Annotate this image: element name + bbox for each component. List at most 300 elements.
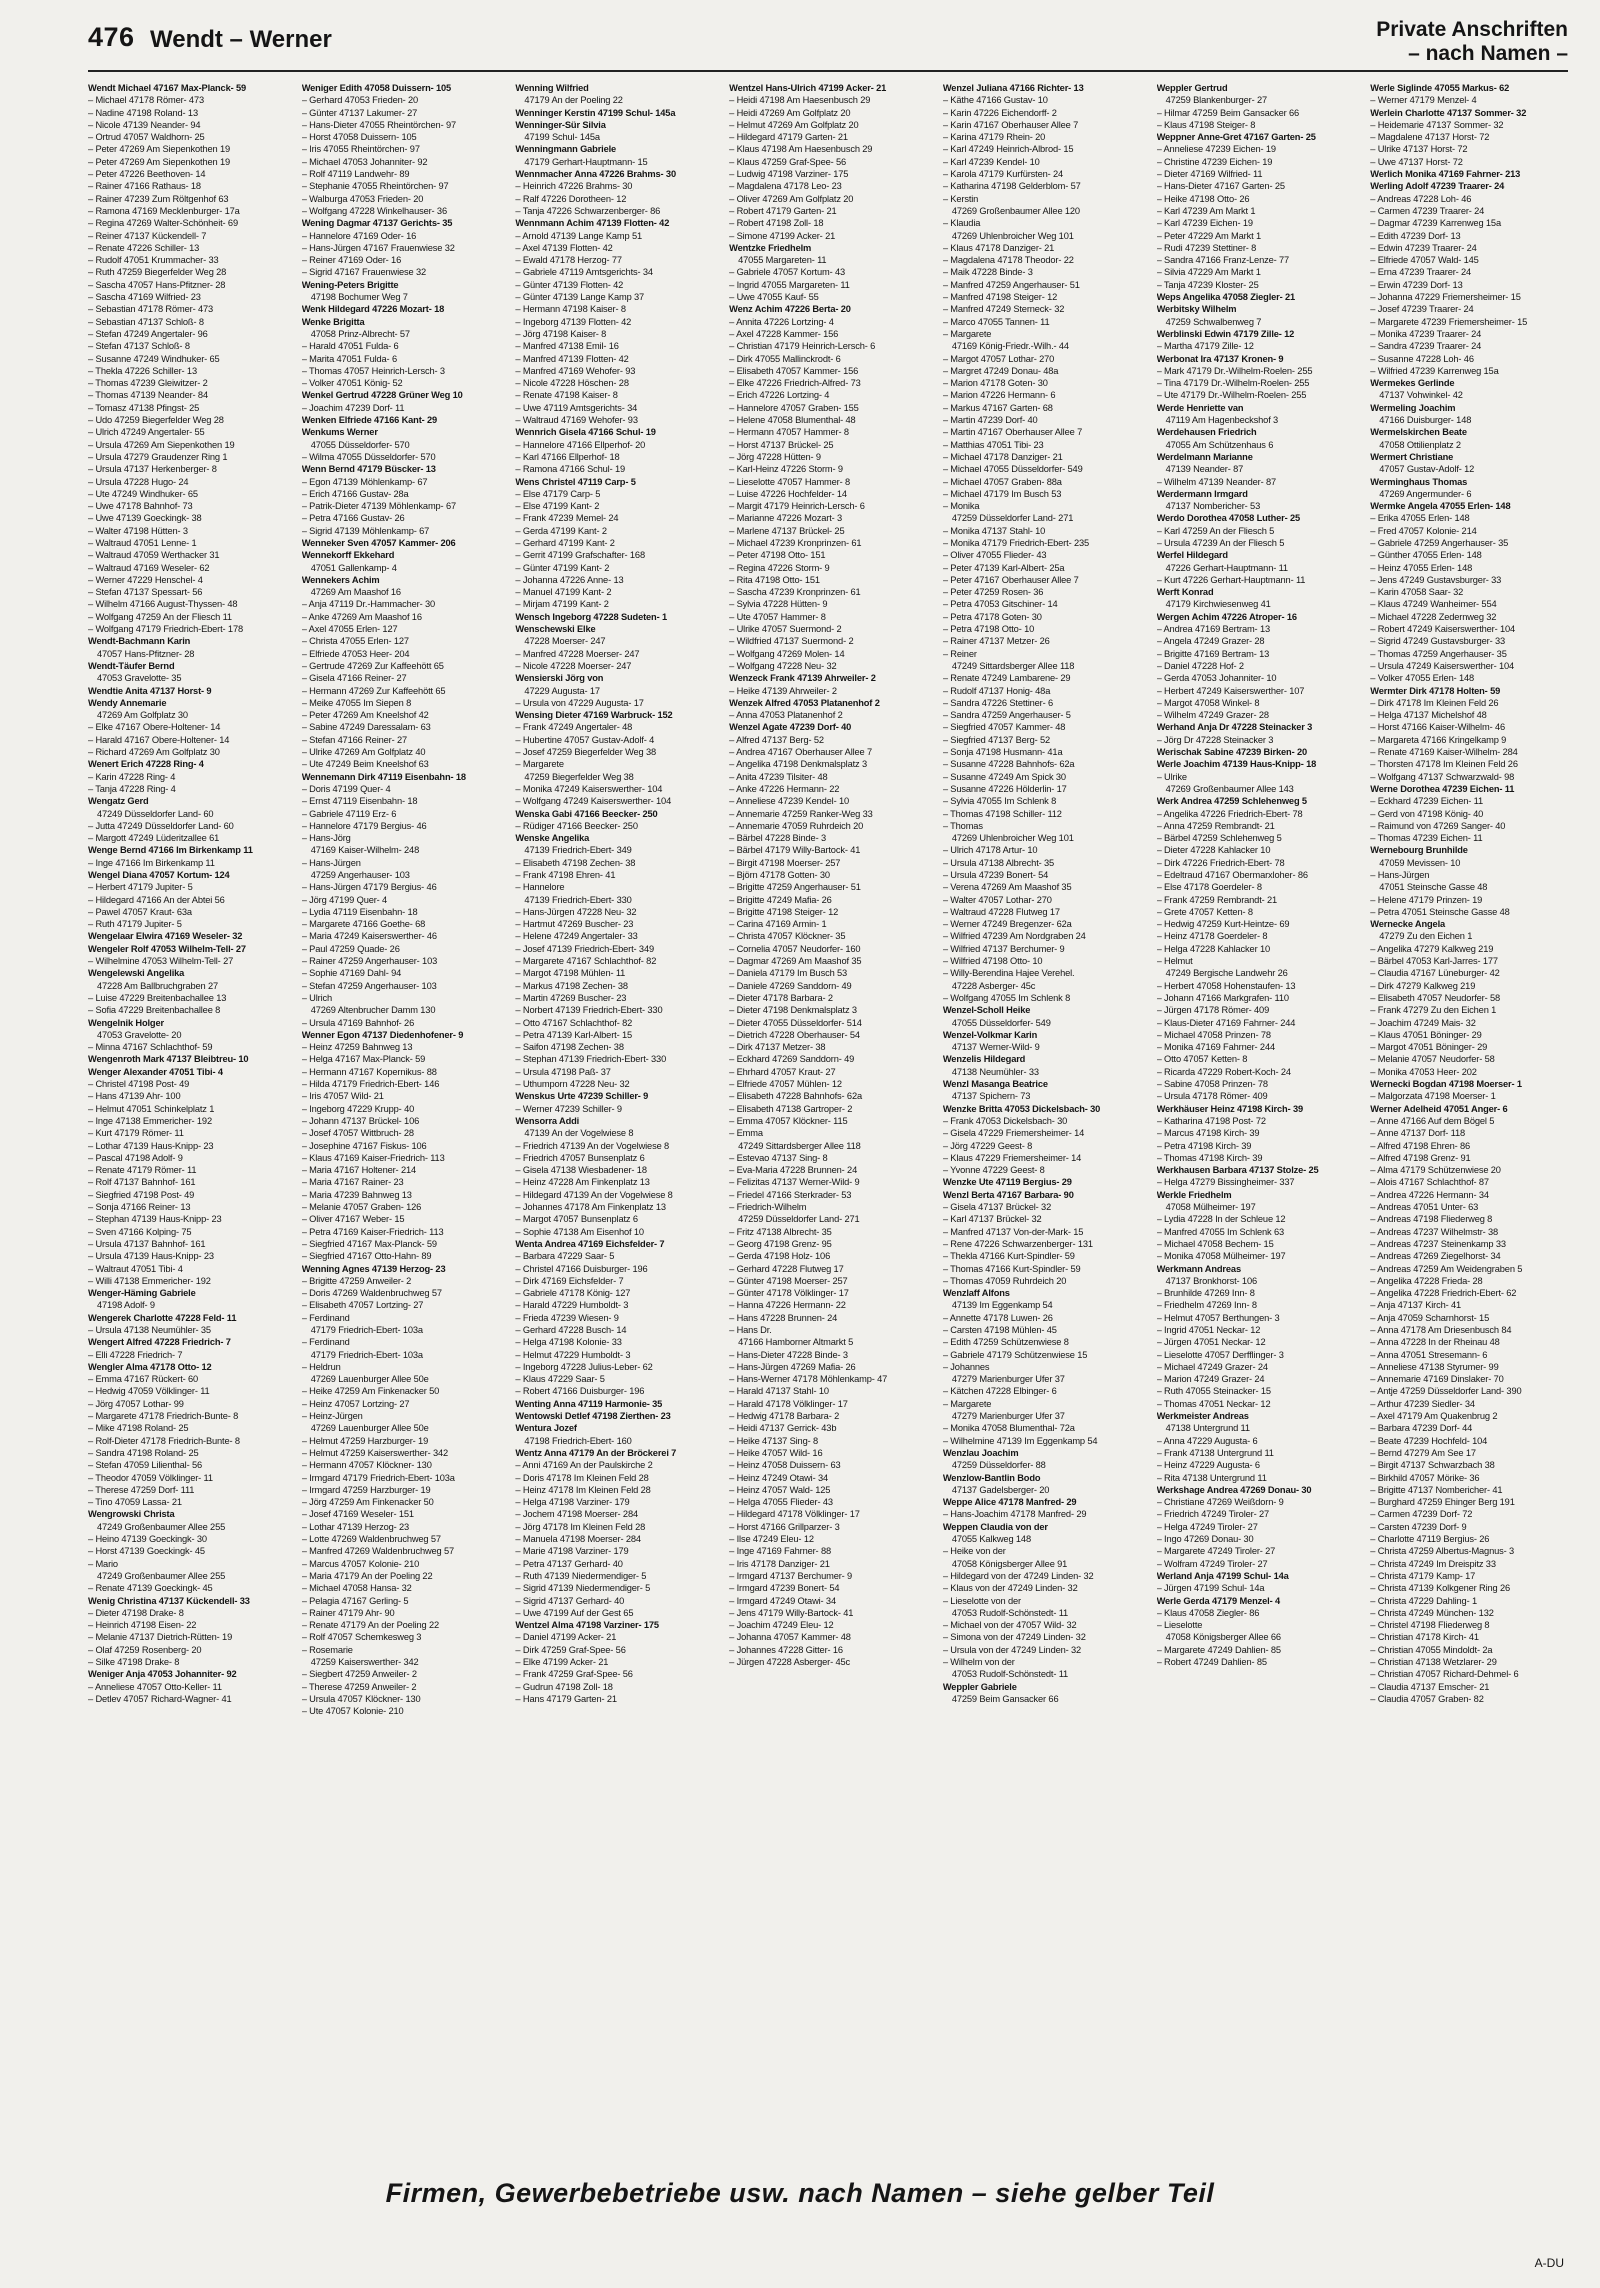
directory-entry: – Elisabeth 47198 Zechen- 38 [515,857,636,868]
directory-entry: – Ursula von der 47249 Linden- 32 [942,1644,1082,1655]
directory-entry: – Beate 47239 Hochfeld- 104 [1370,1435,1488,1446]
directory-entry: – Martha 47179 Zille- 12 [1156,341,1254,352]
directory-entry: – Marcus 47057 Kolonie- 210 [301,1558,420,1569]
directory-entry-surname: Wentzel Alma 47198 Varziner- 175 [515,1620,659,1631]
directory-entry: – Daniel 47228 Hof- 2 [1156,660,1244,671]
directory-entry-address: 47269 Am Maashof 16 [310,587,401,598]
directory-entry: – Silke 47198 Drake- 8 [88,1657,180,1667]
directory-entry: – Christa 47057 Klöckner- 35 [729,931,846,942]
directory-entry: – Helmut [1156,956,1193,967]
directory-entry: – Ursula 47138 Neumühler- 35 [88,1324,211,1335]
directory-entry: – Erich 47226 Lortzing- 4 [729,390,830,401]
directory-entry-surname: Wennekorff Ekkehard [301,550,395,561]
directory-entry: – Hans-Jürgen 47269 Mafia- 26 [729,1361,856,1372]
directory-entry: – Horst 47137 Brückel- 25 [729,439,834,450]
directory-entry-address: 47169 Kaiser-Wilhelm- 248 [310,845,420,856]
directory-entry: – Thomas 47198 Kirch- 39 [1156,1152,1263,1163]
directory-entry-address: 47279 Marienburger Ufer 37 [951,1411,1065,1422]
directory-entry: – Margareta 47166 Kringelkamp 9 [1370,734,1507,745]
directory-entry-address: 47228 Asberger- 45c [951,980,1036,991]
directory-entry-address: 47259 Beim Gansacker 66 [951,1693,1059,1704]
directory-entry: – Helga 47055 Flieder- 43 [729,1497,833,1508]
directory-entry: – Birgit 47137 Schwarzbach 38 [1370,1460,1495,1471]
directory-entry: – Axel 47179 Am Quakenbrug 2 [1370,1411,1498,1422]
directory-entry: – Heike 47137 Sing- 8 [729,1435,818,1446]
directory-entry-address: 47269 Am Golfplatz 30 [97,710,188,721]
directory-entry: – Herbert 47058 Hohenstaufen- 13 [1156,980,1296,991]
directory-entry-address: 47139 Neander- 87 [1165,464,1244,475]
directory-entry: – Renate 47226 Schiller- 13 [88,242,200,253]
directory-entry: – Petra 47198 Kirch- 39 [1156,1140,1252,1151]
directory-entry: – Dirk 47137 Metzer- 38 [729,1042,826,1053]
directory-entry: – Therese 47259 Dorf- 111 [88,1484,195,1495]
directory-entry: – Inge 47138 Emmericher- 192 [88,1115,212,1126]
directory-entry: – Dirk 47259 Graf-Spee- 56 [515,1644,626,1655]
directory-entry: – Doris 47199 Quer- 4 [301,783,391,794]
directory-entry: – Hannelore 47179 Bergius- 46 [301,820,427,831]
directory-entry-surname: Wengrowski Christa [88,1509,175,1520]
directory-entry: – Anna 47053 Platanenhof 2 [729,710,843,721]
directory-entry: – Helene 47179 Prinzen- 19 [1370,894,1483,905]
directory-entry: – Edith 47259 Schützenwiese 8 [942,1337,1069,1348]
directory-entry: – Hans-Werner 47178 Möhlenkamp- 47 [729,1374,888,1385]
directory-entry: – Ernst 47119 Eisenbahn- 18 [301,796,418,807]
directory-entry-address: 47259 Blankenburger- 27 [1165,95,1268,106]
directory-entry-surname: Wenger Alexander 47051 Tibi- 4 [88,1066,223,1077]
directory-entry: – Horst 47139 Goeckingk- 45 [88,1546,205,1557]
directory-entry-surname: Werdo Dorothea 47058 Luther- 25 [1156,513,1301,524]
directory-entry: – Friedrich 47057 Bunsenplatz 6 [515,1152,645,1163]
directory-entry: – Susanne 47228 Bahnhofs- 62a [942,759,1075,770]
directory-entry: – Hermann 47057 Klöckner- 130 [301,1460,432,1471]
directory-entry-surname: Wenzlau Joachim [942,1447,1019,1458]
directory-entry: – Heinz 47228 Am Finkenplatz 13 [515,1177,650,1188]
directory-entry-surname: Wendt Michael 47167 Max-Planck- 59 [88,83,247,93]
directory-entry-surname: Wenning Wilfried [515,83,589,93]
directory-entry-address: 47139 Friedrich-Ebert- 349 [524,845,632,856]
directory-entry: – Sebastian 47178 Römer- 473 [88,304,214,315]
directory-entry: – Ursula 47279 Graudenzer Ring 1 [88,451,228,462]
directory-entry: – Anja 47119 Dr.-Hammacher- 30 [301,599,436,610]
directory-entry: – Irmgard 47249 Otawi- 34 [729,1595,836,1606]
directory-entry: – Pawel 47057 Kraut- 63a [88,906,192,917]
directory-entry-surname: Wennekers Achim [301,574,380,585]
directory-entry: – Manfred 47198 Steiger- 12 [942,292,1058,303]
directory-entry: – Siegbert 47259 Anweiler- 2 [301,1669,417,1680]
directory-entry: – Heidemarie 47137 Sommer- 32 [1370,119,1504,130]
directory-entry: – Martin 47167 Oberhauser Allee 7 [942,427,1083,438]
directory-entry: – Kurt 47179 Römer- 11 [88,1128,184,1139]
directory-entry: – Klaus 47169 Kaiser-Friedrich- 113 [301,1152,445,1163]
directory-entry: – Christa 47259 Albertus-Magnus- 3 [1370,1546,1515,1557]
directory-entry: – Emma 47057 Klöckner- 115 [729,1115,848,1126]
directory-entry-surname: Werle Gerda 47179 Menzel- 4 [1156,1595,1280,1606]
directory-entry: – Angelika 47279 Kalkweg 219 [1370,943,1494,954]
directory-entry-surname: Wening Dagmar 47137 Gerichts- 35 [301,218,453,229]
directory-entry: – Gabriele 47119 Amtsgerichts- 34 [515,267,653,278]
directory-entry: – Uthumporn 47228 Neu- 32 [515,1079,630,1090]
directory-column-2 [302,82,500,2154]
directory-entry: – Else 47178 Goerdeler- 8 [1156,882,1262,893]
directory-entry: – Magdalena 47178 Theodor- 22 [942,255,1074,266]
directory-entry-surname: Weniger Anja 47053 Johanniter- 92 [88,1669,237,1680]
directory-entry: – Frieda 47239 Wiesen- 9 [515,1312,619,1323]
directory-entry: – Klaudia [942,218,981,229]
directory-entry: – Barbara 47229 Saar- 5 [515,1251,615,1262]
directory-entry-surname: Wenningmann Gabriele [515,144,617,155]
directory-entry: – Regina 47226 Storm- 9 [729,562,830,573]
directory-entry: – Jürgen 47199 Schul- 14a [1156,1583,1265,1594]
directory-entry: – Martin 47269 Buscher- 23 [515,992,627,1003]
directory-entry: – Monika 47058 Mülheimer- 197 [1156,1251,1286,1262]
directory-column-1 [88,82,286,2154]
directory-entry: – Heinz 47229 Augusta- 6 [1156,1460,1260,1471]
directory-entry: – Ursula 47269 Am Siepenkothen 19 [88,439,235,450]
directory-entry: – Michael 47178 Danziger- 21 [942,451,1063,462]
directory-entry: – Frank 47249 Angertaler- 48 [515,722,633,733]
directory-entry-address: 47137 Vohwinkel- 42 [1379,390,1463,401]
directory-entry: – Klaus 47259 Graf-Spee- 56 [729,156,847,167]
directory-entry: – Uwe 47055 Kauf- 55 [729,292,819,303]
directory-entry: – Nicole 47228 Höschen- 28 [515,378,629,389]
directory-entry-address: 47137 Spichern- 73 [951,1091,1031,1102]
directory-entry-address: 47249 Großenbaumer Allee 255 [97,1521,226,1532]
directory-entry: – Egon 47139 Möhlenkamp- 67 [301,476,428,487]
directory-entry: – Günter 47199 Kant- 2 [515,562,610,573]
directory-entry: – Cornelia 47057 Neudorfer- 160 [729,943,861,954]
directory-entry: – Hans 47179 Garten- 21 [515,1693,617,1704]
directory-entry: – Ulrike 47137 Horst- 72 [1370,144,1468,155]
directory-entry: – Karin 47167 Oberhauser Allee 7 [942,119,1079,130]
directory-entry: – Erich 47166 Gustav- 28a [301,488,409,499]
directory-entry: – Michael 47249 Grazer- 24 [1156,1361,1268,1372]
directory-entry: – Rudolf 47137 Honig- 48a [942,685,1051,696]
directory-entry: – Nicole 47139 Neander- 94 [88,119,201,130]
directory-entry: – Horst 47166 Kaiser-Wilhelm- 46 [1370,722,1505,733]
directory-entry: – Burghard 47259 Ehinger Berg 191 [1370,1497,1515,1508]
directory-entry: – Katharina 47198 Gelderblom- 57 [942,181,1081,192]
directory-entry: – Christa 47249 Im Dreispitz 33 [1370,1558,1496,1569]
directory-entry-address: 47057 Hans-Pfitzner- 28 [97,648,195,659]
directory-entry-address: 47269 Altenbrucher Damm 130 [310,1005,436,1016]
directory-entry-surname: Wenzel-Scholl Heike [942,1005,1031,1016]
directory-entry: – Waltraut 47051 Tibi- 4 [88,1263,183,1274]
directory-entry-surname: Werland Anja 47199 Schul- 14a [1156,1570,1289,1581]
directory-entry: – Marita 47051 Fulda- 6 [301,353,397,364]
directory-entry: – Anja 47137 Kirch- 41 [1370,1300,1462,1311]
directory-entry: – Hermann 47198 Kaiser- 8 [515,304,626,315]
directory-entry-address: 47058 Königsberger Allee 91 [951,1558,1068,1569]
directory-entry-surname: Wensierski Jörg von [515,673,604,684]
directory-entry-address: 47166 Hamborner Altmarkt 5 [738,1337,854,1348]
directory-entry: – Wilhelm von der [942,1657,1015,1667]
directory-entry: – Manuel 47199 Kant- 2 [515,587,612,598]
directory-entry: – Inge 47166 Im Birkenkamp 11 [88,857,215,868]
directory-entry: – Sofia 47229 Breitenbachallee 8 [88,1005,221,1016]
directory-entry: – Josef 47239 Traarer- 24 [1370,304,1474,315]
directory-entry-address: 47279 Marienburger Ufer 37 [951,1374,1065,1385]
directory-entry: – Anita 47239 Tilsiter- 48 [729,771,828,782]
directory-entry: – Gertrude 47269 Zur Kaffeehött 65 [301,660,444,671]
directory-entry: – Anne 47137 Dorf- 118 [1370,1128,1466,1139]
directory-entry: – Verena 47269 Am Maashof 35 [942,882,1072,893]
directory-entry: – Dirk 47169 Eichsfelder- 7 [515,1275,624,1286]
directory-entry: – Margarete 47178 Friedrich-Bunte- 8 [88,1411,239,1422]
directory-entry: – Heinz 47055 Erlen- 148 [1370,562,1473,573]
directory-entry: – Elfriede 47057 Wald- 145 [1370,255,1479,266]
directory-entry: – Renate 47179 Römer- 11 [88,1165,197,1176]
directory-entry: – Thekla 47166 Kurt-Spindler- 59 [942,1251,1075,1262]
directory-entry: – Pascal 47198 Adolf- 9 [88,1152,183,1163]
directory-entry: – Carina 47169 Armin- 1 [729,919,827,930]
directory-entry: – Stefan 47059 Lilienthal- 56 [88,1460,203,1471]
directory-entry: – Peter 47269 Am Siepenkothen 19 [88,156,230,167]
directory-entry: – Susanne 47228 Loh- 46 [1370,353,1474,364]
directory-entry: – Andreas 47237 Wilhelmstr- 38 [1370,1226,1499,1237]
directory-entry: – Alfred 47198 Ehren- 86 [1370,1140,1471,1151]
directory-entry: – Anni 47169 An der Paulskirche 2 [515,1460,653,1471]
directory-entry: – Magdalene 47137 Horst- 72 [1370,132,1490,143]
directory-entry: – Georg 47198 Grenz- 95 [729,1238,832,1249]
directory-entry-surname: Wenzel-Volkmar Karin [942,1029,1038,1040]
directory-entry: – Wolfgang 47269 Molen- 14 [729,648,845,659]
directory-entry: – Gabriele 47057 Kortum- 43 [729,267,845,278]
directory-entry: – Hans-Jürgen [301,857,361,868]
directory-entry: – Alma 47179 Schützenwiese 20 [1370,1165,1501,1176]
directory-entry: – Rudi 47239 Stettiner- 8 [1156,242,1257,253]
directory-entry: – Elisabeth 47057 Neudorfer- 58 [1370,992,1501,1003]
directory-entry: – Helga 47249 Tiroler- 27 [1156,1521,1258,1532]
directory-entry: – Ulrich 47178 Artur- 10 [942,845,1038,856]
directory-entry: – Gerd von 47198 König- 40 [1370,808,1484,819]
directory-entry: – Christel 47166 Duisburger- 196 [515,1263,648,1274]
directory-entry: – Sascha 47057 Hans-Pfitzner- 28 [88,279,226,290]
directory-entry: – Birkhild 47057 Mörike- 36 [1370,1472,1480,1483]
directory-entry: – Ferdinand [301,1337,350,1348]
directory-entry: – Helene 47058 Blumenthal- 48 [729,415,856,426]
directory-entry: – Margarete 47167 Schlachthof- 82 [515,956,657,967]
directory-entry: – Ursula 47198 Paß- 37 [515,1066,611,1077]
directory-entry: – Jörg 47228 Hütten- 9 [729,451,821,462]
directory-entry: – Michael 47178 Römer- 473 [88,95,204,106]
directory-entry-address: 47228 Am Ballbruchgraben 27 [97,980,219,991]
directory-entry: – Jörg 47259 Am Finkenacker 50 [301,1497,434,1508]
directory-entry-surname: Wensing Dieter 47169 Warbruck- 152 [515,710,673,721]
directory-entry: – Ingrid 47051 Neckar- 12 [1156,1324,1261,1335]
directory-entry-surname: Wenkums Werner [301,427,378,438]
directory-entry-surname: Wentzke Friedhelm [729,242,812,253]
directory-entry: – Andrea 47167 Oberhauser Allee 7 [729,747,873,758]
directory-entry: – Lydia 47228 In der Schleue 12 [1156,1214,1286,1225]
directory-entry-surname: Wensch Ingeborg 47228 Sudeten- 1 [515,611,667,622]
directory-entry: – Andreas 47269 Ziegelhorst- 34 [1370,1251,1501,1262]
directory-entry: – Peter 47167 Oberhauser Allee 7 [942,574,1079,585]
directory-entry: – Hannelore 47057 Graben- 155 [729,402,859,413]
directory-entry-surname: Wenninger-Sür Silvia [515,119,606,130]
directory-entry: – Ralf 47226 Dorotheen- 12 [515,193,627,204]
directory-entry-surname: Wenzel Juliana 47166 Richter- 13 [942,83,1084,93]
directory-entry: – Annita 47226 Lortzing- 4 [729,316,834,327]
directory-entry-surname: Werle Siglinde 47055 Markus- 62 [1370,83,1510,93]
directory-entry: – Thomas 47166 Kurt-Spindler- 59 [942,1263,1081,1274]
directory-entry: – Friedrich 47139 An der Vogelwiese 8 [515,1140,670,1151]
directory-entry: – Otto 47057 Ketten- 8 [1156,1054,1248,1065]
directory-column-7 [1370,82,1568,2154]
directory-entry: – Dirk 47279 Kalkweg 219 [1370,980,1476,991]
directory-entry-surname: Wenzl Berta 47167 Barbara- 90 [942,1189,1074,1200]
directory-entry-surname: Wenzel Agate 47239 Dorf- 40 [729,722,852,733]
directory-entry-surname: Wermeling Joachim [1370,402,1456,413]
directory-entry: – Günter 47178 Völklinger- 17 [729,1288,849,1299]
directory-entry-surname: Werkshage Andrea 47269 Donau- 30 [1156,1484,1312,1495]
directory-entry: – Wolfgang 47137 Schwarzwald- 98 [1370,771,1515,782]
directory-entry: – Karl 47239 Am Markt 1 [1156,205,1256,216]
directory-entry-address: 47055 Kalkweg 148 [951,1534,1031,1545]
directory-entry-address: 47259 Schwalbenweg 7 [1165,316,1262,327]
directory-entry: – Wilma 47055 Düsseldorfer- 570 [301,451,436,462]
directory-entry-address: 47198 Bochumer Weg 7 [310,292,408,303]
directory-entry: – Helga 47167 Max-Planck- 59 [301,1054,426,1065]
directory-entry: – Uwe 47199 Auf der Gest 65 [515,1607,634,1618]
directory-entry: – Heinz 47259 Bahnweg 13 [301,1042,413,1053]
directory-entry: – Katharina 47198 Post- 72 [1156,1115,1266,1126]
directory-entry: – Annemarie 47059 Ruhrdeich 20 [729,820,864,831]
directory-entry: – Detlev 47057 Richard-Wagner- 41 [88,1693,232,1704]
directory-entry-surname: Wenig Christina 47137 Kückendell- 33 [88,1595,250,1606]
directory-entry: – Klaus 47051 Böninger- 29 [1370,1029,1482,1040]
directory-entry-address: 47058 Mülheimer- 197 [1165,1202,1256,1213]
directory-entry: – Monika 47169 Fahrner- 244 [1156,1042,1275,1053]
directory-entry: – Günter 47139 Flotten- 42 [515,279,624,290]
directory-entry: – Monika 47053 Heer- 202 [1370,1066,1477,1077]
directory-entry: – Uwe 47139 Goeckingk- 38 [88,513,202,524]
directory-entry: – Jörg 47199 Quer- 4 [301,894,388,905]
directory-entry: – Kätchen 47228 Elbinger- 6 [942,1386,1057,1397]
directory-entry: – Jürgen 47178 Römer- 409 [1156,1005,1270,1016]
directory-entry: – Frank 47239 Memel- 24 [515,513,619,524]
directory-entry: – Bernd 47279 Am See 17 [1370,1447,1476,1458]
directory-entry: – Ursula 47249 Kaiserswerther- 104 [1370,660,1515,671]
directory-entry: – Rolf 47119 Landwehr- 89 [301,169,410,180]
directory-entry: – Markus 47167 Garten- 68 [942,402,1053,413]
section-title-line-2: – nach Namen – [1408,42,1568,65]
directory-entry-address: 47055 Düsseldorfer- 570 [310,439,410,450]
directory-entry-surname: Wenert Erich 47228 Ring- 4 [88,759,204,770]
directory-entry-surname: Wermekes Gerlinde [1370,378,1455,389]
directory-entry: – Heinz 47058 Duissern- 63 [729,1460,841,1471]
directory-entry: – Elke 47167 Obere-Holtener- 14 [88,722,221,733]
directory-entry: – Patrik-Dieter 47139 Möhlenkamp- 67 [301,501,456,512]
directory-entry: – Marcus 47198 Kirch- 39 [1156,1128,1260,1139]
directory-entry-address: 47198 Friedrich-Ebert- 160 [524,1435,632,1446]
directory-entry: – Waltraud 47169 Weseler- 62 [88,562,210,573]
directory-entry-surname: Weppe Alice 47178 Manfred- 29 [942,1497,1077,1508]
directory-entry: – Dieter 47228 Kahlacker 10 [1156,845,1271,856]
directory-entry: – Hans 47228 Brunnen- 24 [729,1312,838,1323]
directory-entry: – Klaus 47178 Danziger- 21 [942,242,1055,253]
directory-entry: – Christian 47178 Kirch- 41 [1370,1632,1479,1643]
directory-entry: – Josef 47169 Weseler- 151 [301,1509,414,1520]
directory-entry: – Werner 47239 Schiller- 9 [515,1103,622,1114]
directory-entry: – Manfred 47169 Wehofer- 93 [515,365,636,376]
name-range: Wendt – Werner [150,26,332,53]
directory-entry: – Peter 47269 Am Siepenkothen 19 [88,144,230,155]
directory-entry: – Irmgard 47259 Harzburger- 19 [301,1484,431,1495]
directory-entry: – Ursula 47138 Albrecht- 35 [942,857,1055,868]
directory-entry-address: 47269 Großenbaumer Allee 143 [1165,783,1294,794]
directory-entry-surname: Wenzek Alfred 47053 Platanenhof 2 [729,697,880,708]
directory-entry: – Rainer 47259 Angerhauser- 103 [301,956,438,967]
directory-entry-surname: Weppler Gertrud [1156,83,1228,93]
directory-entry-address: 47179 Friedrich-Ebert- 103a [310,1324,423,1335]
directory-entry: – Malgorzata 47198 Moerser- 1 [1370,1091,1496,1102]
directory-entry: – Anneliese 47057 Otto-Keller- 11 [88,1681,222,1692]
directory-entry: – Dieter 47198 Denkmalsplatz 3 [729,1005,857,1016]
directory-entry: – Jörg 47229 Geest- 8 [942,1140,1033,1151]
directory-entry-surname: Wennrich Gisela 47166 Schul- 19 [515,427,656,438]
directory-entry: – Harald 47137 Stahl- 10 [729,1386,829,1397]
directory-entry: – Axel 47228 Kammer- 156 [729,328,839,339]
footer-code: A-DU [1534,2256,1564,2270]
directory-entry: – Wilfried 47239 Karrenweg 15a [1370,365,1499,376]
directory-entry-address: 47269 Lauenburger Allee 50e [310,1423,429,1434]
directory-entry: – Therese 47259 Anweiler- 2 [301,1681,417,1692]
directory-entry: – Volker 47055 Erlen- 148 [1370,673,1475,684]
directory-entry: – Sonja 47198 Husmann- 41a [942,747,1063,758]
directory-entry: – Wolfram 47249 Tiroler- 27 [1156,1558,1268,1569]
directory-entry: – Renate 47249 Lambarene- 29 [942,673,1071,684]
directory-entry: – Pelagia 47167 Gerling- 5 [301,1595,409,1606]
directory-entry-surname: Wenta Andrea 47169 Eichsfelder- 7 [515,1238,665,1249]
directory-entry: – Arnold 47139 Lange Kamp 51 [515,230,643,241]
directory-entry: – Hildegard von der 47249 Linden- 32 [942,1570,1094,1581]
directory-entry: – Sylvia 47228 Hütten- 9 [729,599,828,610]
directory-entry-surname: Werfel Hildegard [1156,550,1228,561]
directory-entry-address: 47249 Großenbaumer Allee 255 [97,1570,226,1581]
directory-entry: – Anna 47259 Rembrandt- 21 [1156,820,1275,831]
directory-entry: – Rita 47138 Untergrund 11 [1156,1472,1267,1483]
directory-entry: – Sandra 47259 Angerhauser- 5 [942,710,1071,721]
directory-entry: – Siegfried 47057 Kammer- 48 [942,722,1066,733]
directory-entry: – Petra 47051 Steinsche Gasse 48 [1370,906,1510,917]
directory-entry: – Angelika 47228 Friedrich-Ebert- 62 [1370,1288,1517,1299]
directory-entry: – Klaus 47198 Steiger- 8 [1156,119,1256,130]
directory-entry: – Theodor 47059 Völklinger- 11 [88,1472,213,1483]
directory-entry: – Michael 47058 Prinzen- 78 [1156,1029,1271,1040]
directory-entry: – Ute 47057 Kolonie- 210 [301,1706,404,1717]
directory-entry-address: 47138 Untergrund 11 [1165,1423,1250,1434]
directory-entry: – Friedrich-Wilhelm [729,1202,807,1213]
directory-entry: – Irmgard 47137 Berchumer- 9 [729,1570,853,1581]
section-title-line-1: Private Anschriften [1376,18,1568,41]
directory-entry-address: 47053 Rudolf-Schönstedt- 11 [951,1607,1069,1618]
directory-entry: – Hedwig 47178 Barbara- 2 [729,1411,840,1422]
directory-entry-surname: Wenner Egon 47137 Diedenhofener- 9 [301,1029,464,1040]
directory-entry-address: 47249 Düsseldorfer Land- 60 [97,808,214,819]
directory-entry-address: 47249 Bergische Landwehr 26 [1165,968,1288,979]
directory-entry: – Hannelore 47169 Oder- 16 [301,230,417,241]
directory-entry: – Ursula 47137 Bahnhof- 161 [88,1238,206,1249]
directory-entry: – Helmut 47269 Am Golfplatz 20 [729,119,859,130]
directory-entry: – Karl 47249 Heinrich-Albrod- 15 [942,144,1074,155]
directory-entry: – Anna 47229 Augusta- 6 [1156,1435,1258,1446]
directory-entry: – Klaus von der 47249 Linden- 32 [942,1583,1078,1594]
directory-entry-surname: Wermelskirchen Beate [1370,427,1467,438]
page-header [88,18,1568,66]
directory-entry: – Michael 47058 Bechem- 15 [1156,1238,1274,1249]
directory-entry: – Manfred 47249 Sterneck- 32 [942,304,1065,315]
directory-entry: – Hans-Joachim 47178 Manfred- 29 [942,1509,1087,1520]
